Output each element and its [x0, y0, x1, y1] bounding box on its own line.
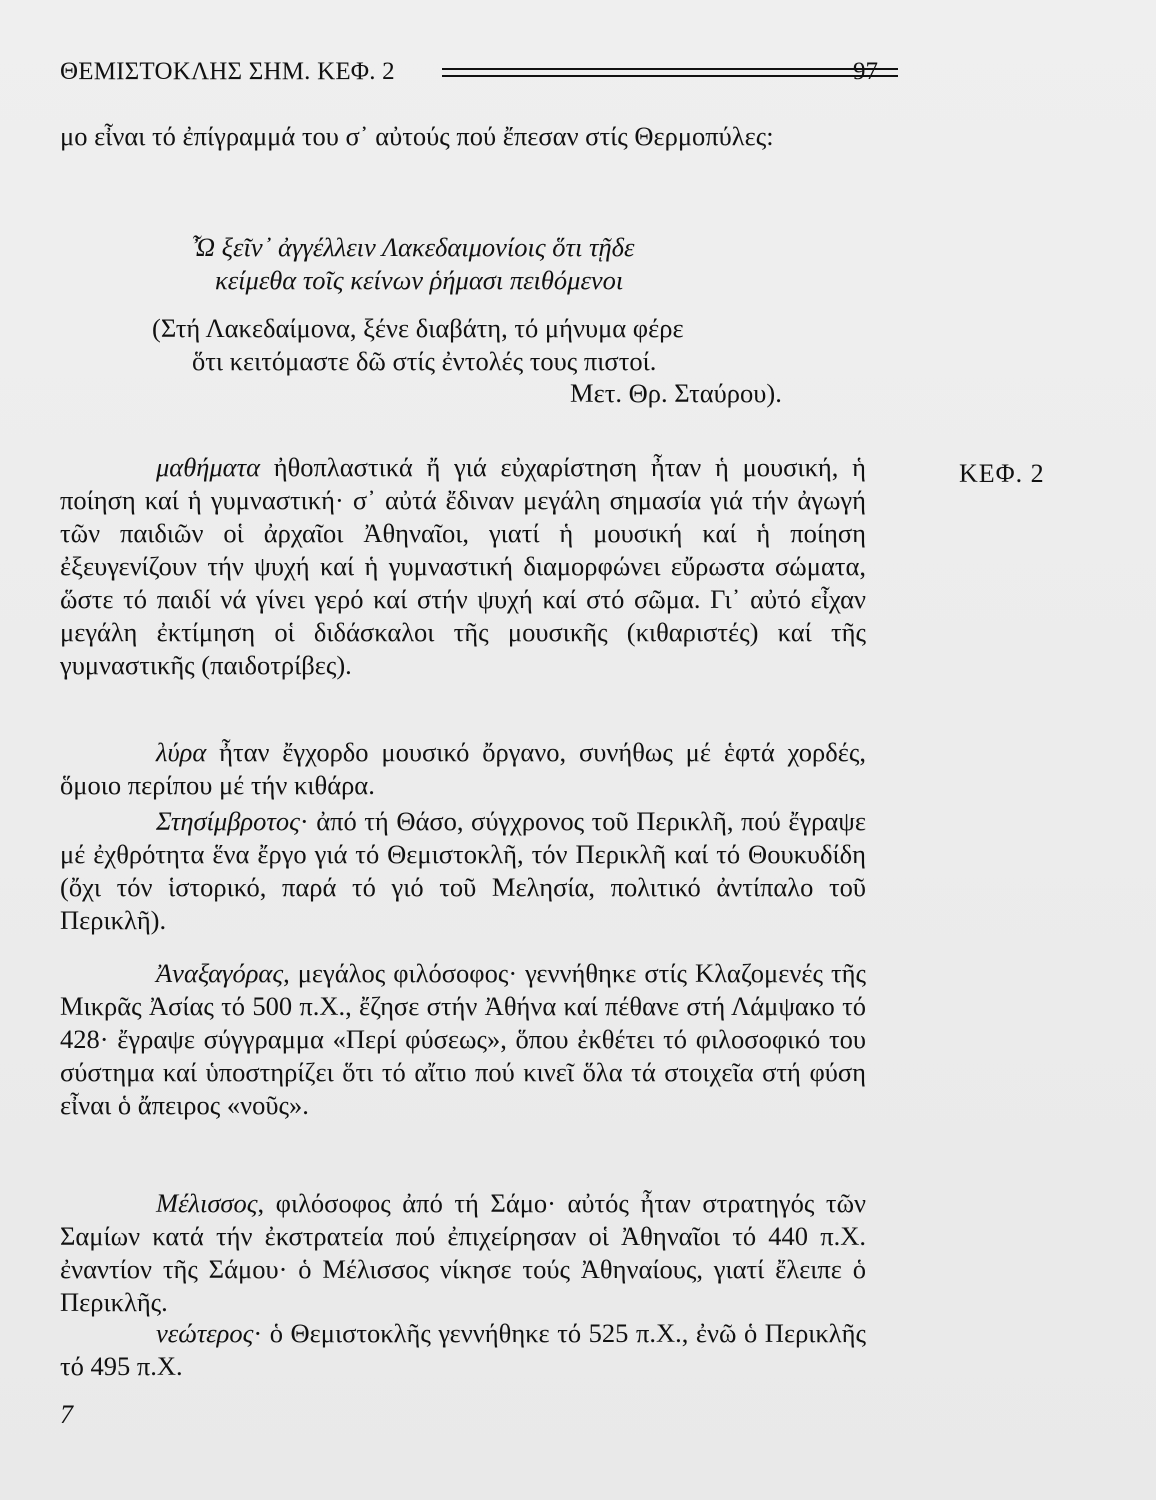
entry-term: λύρα: [156, 737, 207, 767]
margin-chapter-label: ΚΕΦ. 2: [959, 459, 1045, 488]
entry-term: μαθήματα: [156, 452, 260, 482]
entry-neoteros: [60, 1317, 866, 1383]
intro-paragraph: μο εἶναι τό ἐπίγραμμά του σ᾽ αὐτούς πού ἔπεσαν στίς Θερμοπύλες:: [60, 121, 774, 151]
epigram-attribution: Μετ. Θρ. Σταύρου).: [570, 378, 782, 408]
entry-text: , μεγάλος φιλόσοφος· γεννήθηκε στίς Κλαζομενές τῆς Μικρᾶς Ἀσίας τό 500 π.Χ., ἔζησε στήν Ἀθήνα καί πέθανε στή Λάμψακο τό 428· ἔγραψε σύγγραμμα «Περί φύσεως», ὅπου ἐκθέτει τό φιλοσοφικό του σύστημα καί ὑποστηρίζει ὅτι τό αἴτιο πού κινεῖ ὅλα τά στοιχεῖα στή φύση εἶναι ὁ ἄπειρος «νοῦς».: [60, 958, 866, 1120]
entry-text: · ὁ Θεμιστοκλῆς γεννήθηκε τό 525 π.Χ., ἐνῶ ὁ Περικλῆς τό 495 π.Χ.: [60, 1318, 866, 1381]
entry-text: , φιλόσοφος ἀπό τή Σάμο· αὐτός ἦταν στρατηγός τῶν Σαμίων κατά τήν ἐκστρατεία πού ἐπιχείρησαν οἱ Ἀθηναῖοι τό 440 π.Χ. ἐναντίον τῆς Σάμου· ὁ Μέλισσος νίκησε τούς Ἀθηναίους, γιατί ἔλειπε ὁ Περικλῆς.: [60, 1188, 866, 1317]
header-title: ΘΕΜΙΣΤΟΚΛΗΣ ΣΗΜ. ΚΕΦ. 2: [60, 58, 395, 85]
entry-text: ἦταν ἔγχορδο μουσικό ὄργανο, συνήθως μέ ἑφτά χορδές, ὅμοιο περίπου μέ τήν κιθάρα.: [60, 737, 866, 800]
entry-text: · ἀπό τή Θάσο, σύγχρονος τοῦ Περικλῆ, πού ἔγραψε μέ ἐχθρότητα ἕνα ἔργο γιά τό Θεμιστοκλῆ, τόν Περικλῆ καί τό Θουκυδίδη (ὄχι τόν ἱστορικό, παρά τό γιό τοῦ Μελησία, πολιτικό ἀντίπαλο τοῦ Περικλῆ).: [60, 806, 866, 935]
entry-anaxagoras: [60, 957, 866, 1122]
entry-term: Μέλισσος: [156, 1188, 258, 1218]
running-header: [60, 58, 878, 92]
entry-term: Στησίμβροτος: [156, 806, 300, 836]
entry-lyra: [60, 736, 866, 802]
entry-text: ἠθοπλαστικά ἤ γιά εὐχαρίστηση ἦταν ἡ μουσική, ἡ ποίηση καί ἡ γυμναστική· σ᾽ αὐτά ἔδιναν μεγάλη σημασία γιά τήν ἀγωγή τῶν παιδιῶν οἱ ἀρχαῖοι Ἀθηναῖοι, γιατί ἡ μουσική καί ἡ ποίηση ἐξευγενίζουν τήν ψυχή καί ἡ γυμναστική διαμορφώνει εὔρωστα σώματα, ὥστε τό παιδί νά γίνει γερό καί στήν ψυχή καί στό σῶμα. Γι᾽ αὐτό εἶχαν μεγάλη ἐκτίμηση οἱ διδάσκαλοι τῆς μουσικῆς (κιθαριστές) καί τῆς γυμναστικῆς (παιδοτρίβες).: [60, 452, 867, 680]
epigram-translation-line-2: ὅτι κειτόμαστε δῶ στίς ἐντολές τους πιστοί.: [192, 346, 657, 376]
page-number: 97: [853, 58, 878, 85]
entry-term: νεώτερος: [156, 1318, 254, 1348]
header-rule: [442, 68, 898, 77]
entry-mathimata: [60, 451, 866, 682]
epigram-greek-line-1: Ὦ ξεῖν᾽ ἀγγέλλειν Λακεδαιμονίοις ὅτι τῇδε: [192, 232, 635, 262]
entry-melissos: [60, 1187, 866, 1319]
entry-term: Ἀναξαγόρας: [156, 958, 284, 988]
entry-stesimbrotos: [60, 805, 866, 937]
epigram-translation-line-1: (Στή Λακεδαίμονα, ξένε διαβάτη, τό μήνυμα φέρε: [152, 313, 684, 343]
epigram-greek-line-2: κείμεθα τοῖς κείνων ῥήμασι πειθόμενοι: [215, 265, 624, 295]
signature-folio: 7: [60, 1400, 73, 1429]
